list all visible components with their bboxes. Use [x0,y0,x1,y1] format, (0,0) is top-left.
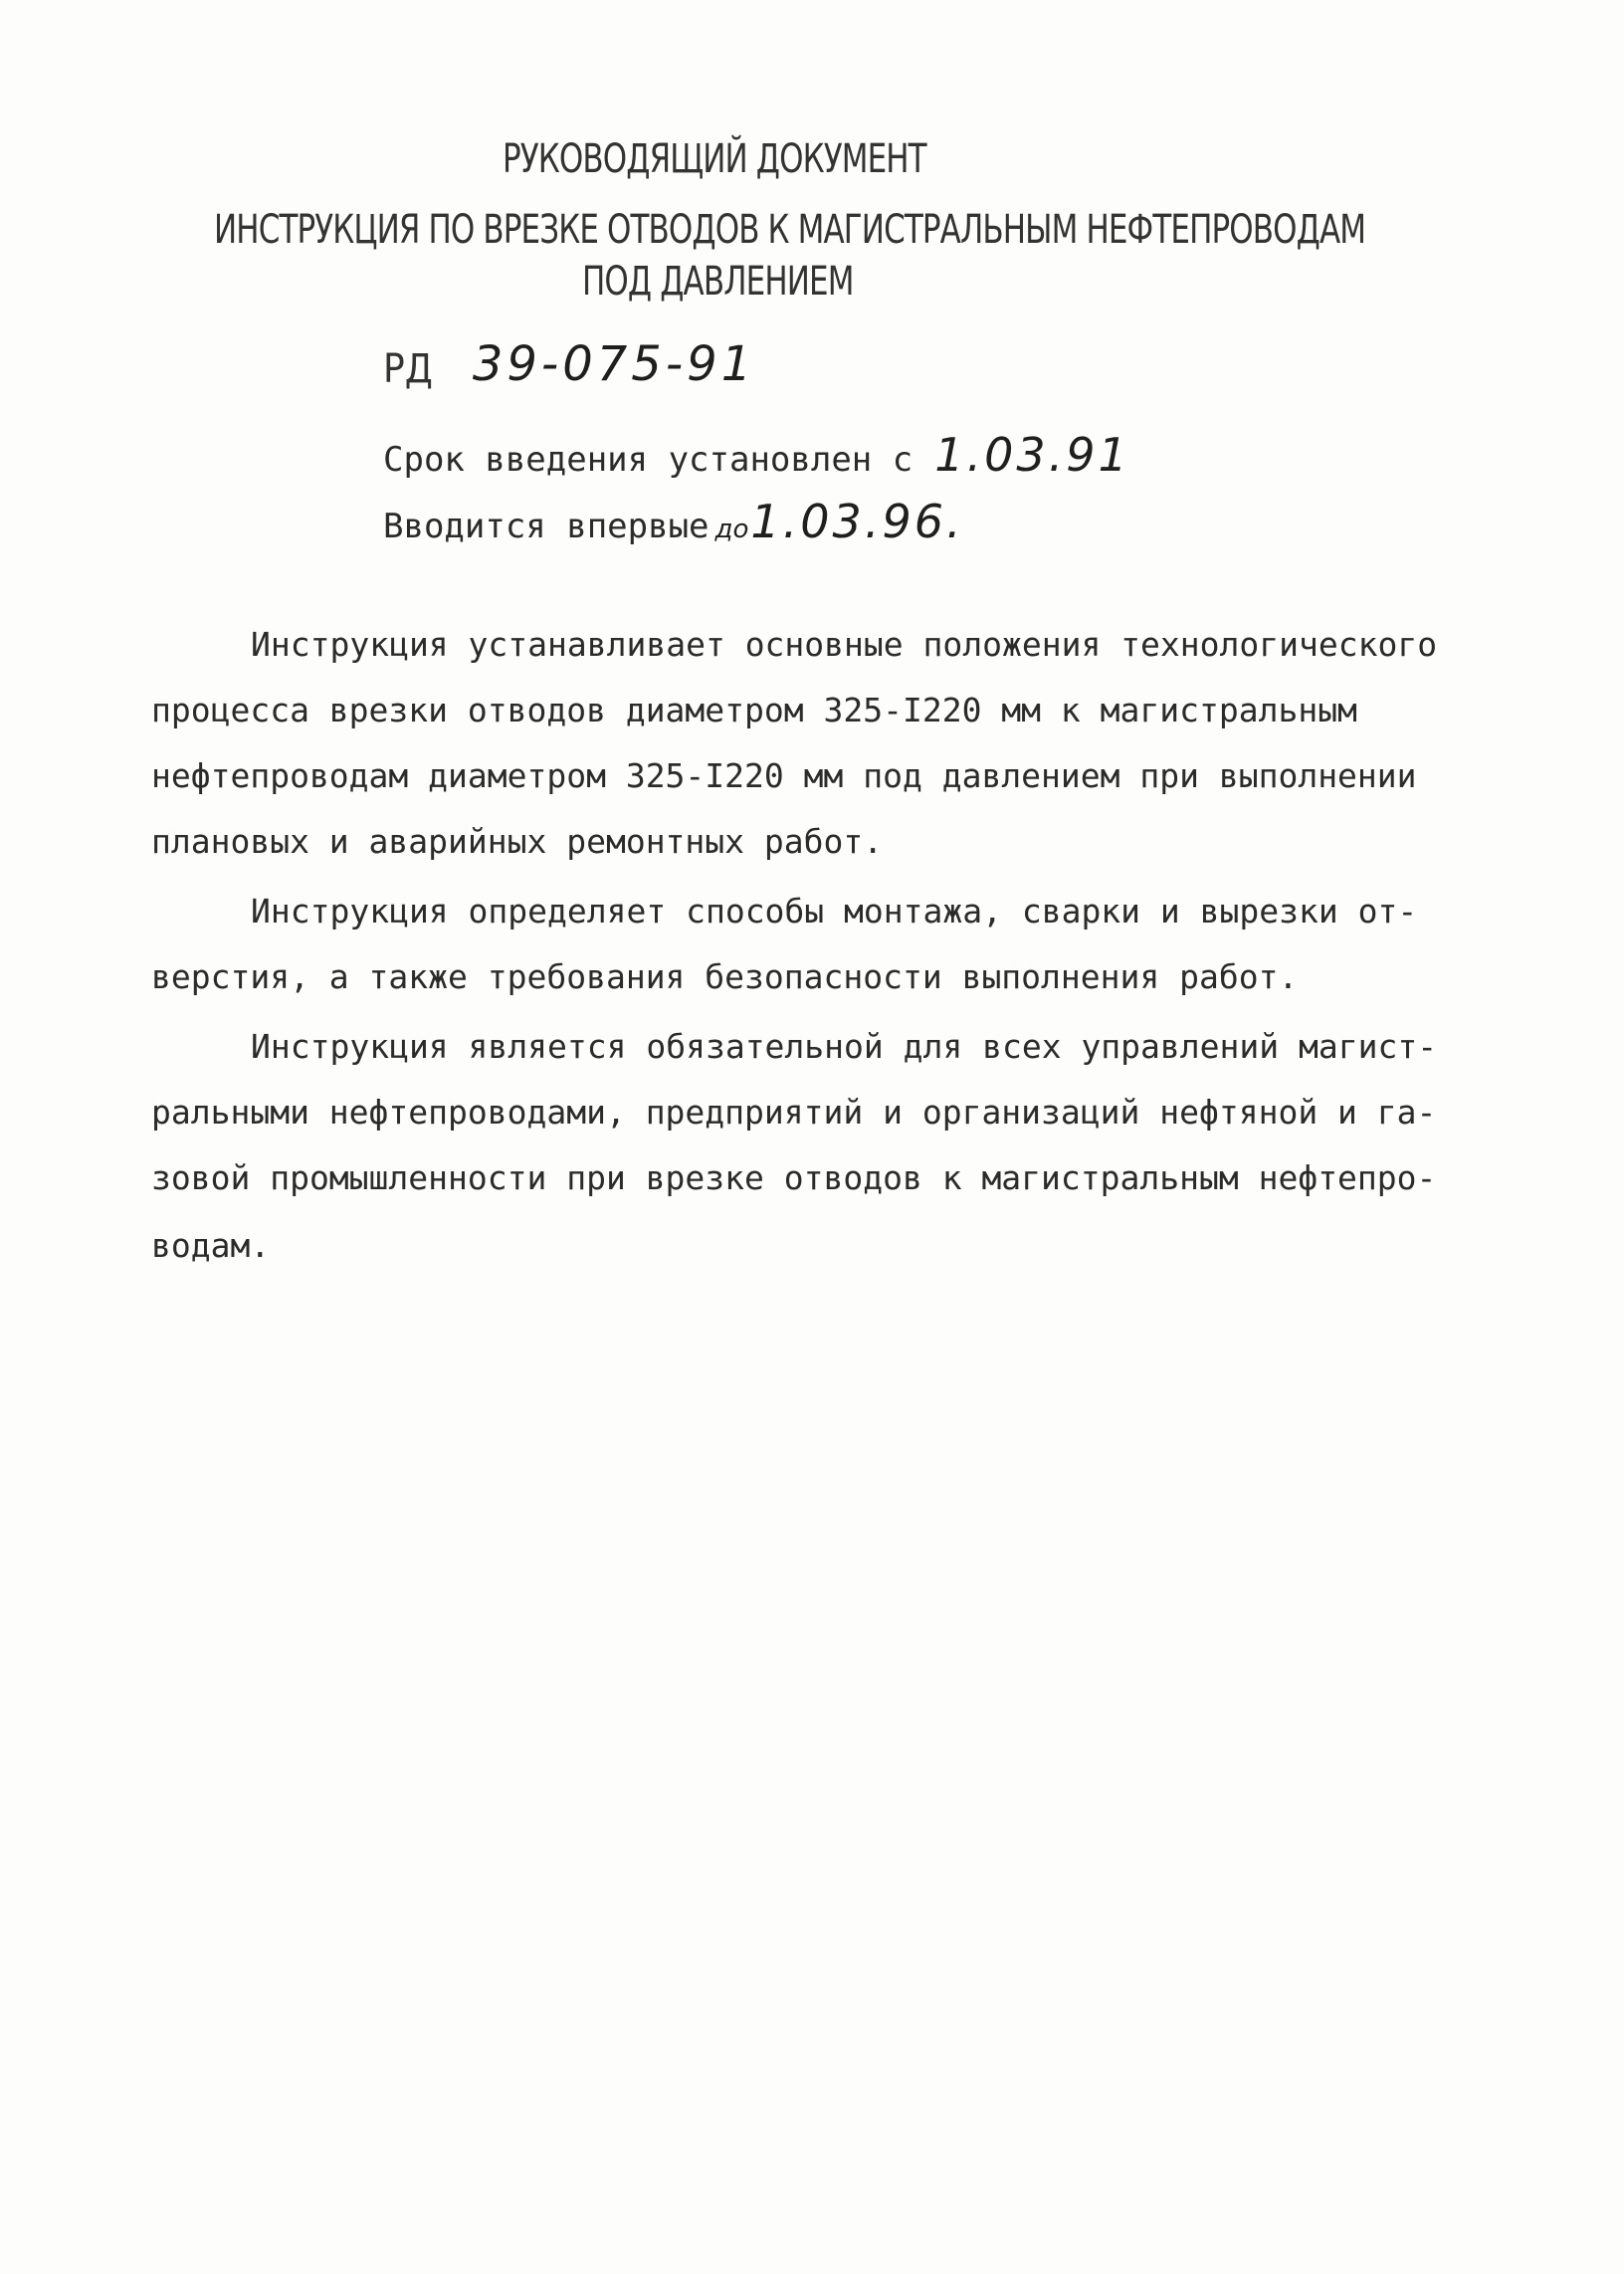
effective-date-label: Срок введения установлен с [383,440,914,480]
paragraph-1-line-3: нефтепроводам диаметром 325-I220 мм под давлением при выполнении [151,756,1417,795]
document-type-heading: РУКОВОДЯЩИЙ ДОКУМЕНТ [503,136,926,182]
paragraph-2-line-2: верстия, а также требования безопасности выполнения работ. [151,957,1299,996]
until-date-value: 1.03.96. [750,495,964,548]
effective-date-value: 1.03.91 [934,428,1130,482]
paragraph-3-line-4: водам. [151,1226,271,1265]
paragraph-3-line-3: зовой промышленности при врезке отводов к магистральным нефтепро- [151,1158,1437,1197]
designation-number: 39-075-91 [472,336,756,392]
until-prefix: до [714,515,749,544]
designation-prefix: РД [383,346,433,392]
effective-date-line [383,428,1130,482]
paragraph-3-line-2: ральными нефтепроводами, предприятий и организаций нефтяной и га- [151,1093,1437,1132]
paragraph-3-line-1: Инструкция является обязательной для всех управлений магист- [251,1027,1438,1066]
paragraph-2-line-1: Инструкция определяет способы монтажа, сварки и вырезки от- [251,892,1418,930]
designation-line [383,336,755,392]
first-introduced-label: Вводится впервые [383,507,710,546]
paragraph-1-line-2: процесса врезки отводов диаметром 325-I220 мм к магистральным [151,691,1357,729]
paragraph-1-line-4: плановых и аварийных ремонтных работ. [151,822,884,861]
paragraph-1-line-1: Инструкция устанавливает основные положения технологического [251,625,1438,664]
first-introduced-line [383,495,964,548]
document-title-line-1: ИНСТРУКЦИЯ ПО ВРЕЗКЕ ОТВОДОВ К МАГИСТРАЛЬНЫМ НЕФТЕПРОВОДАМ [214,207,1366,253]
document-title-line-2: ПОД ДАВЛЕНИЕМ [582,259,854,305]
